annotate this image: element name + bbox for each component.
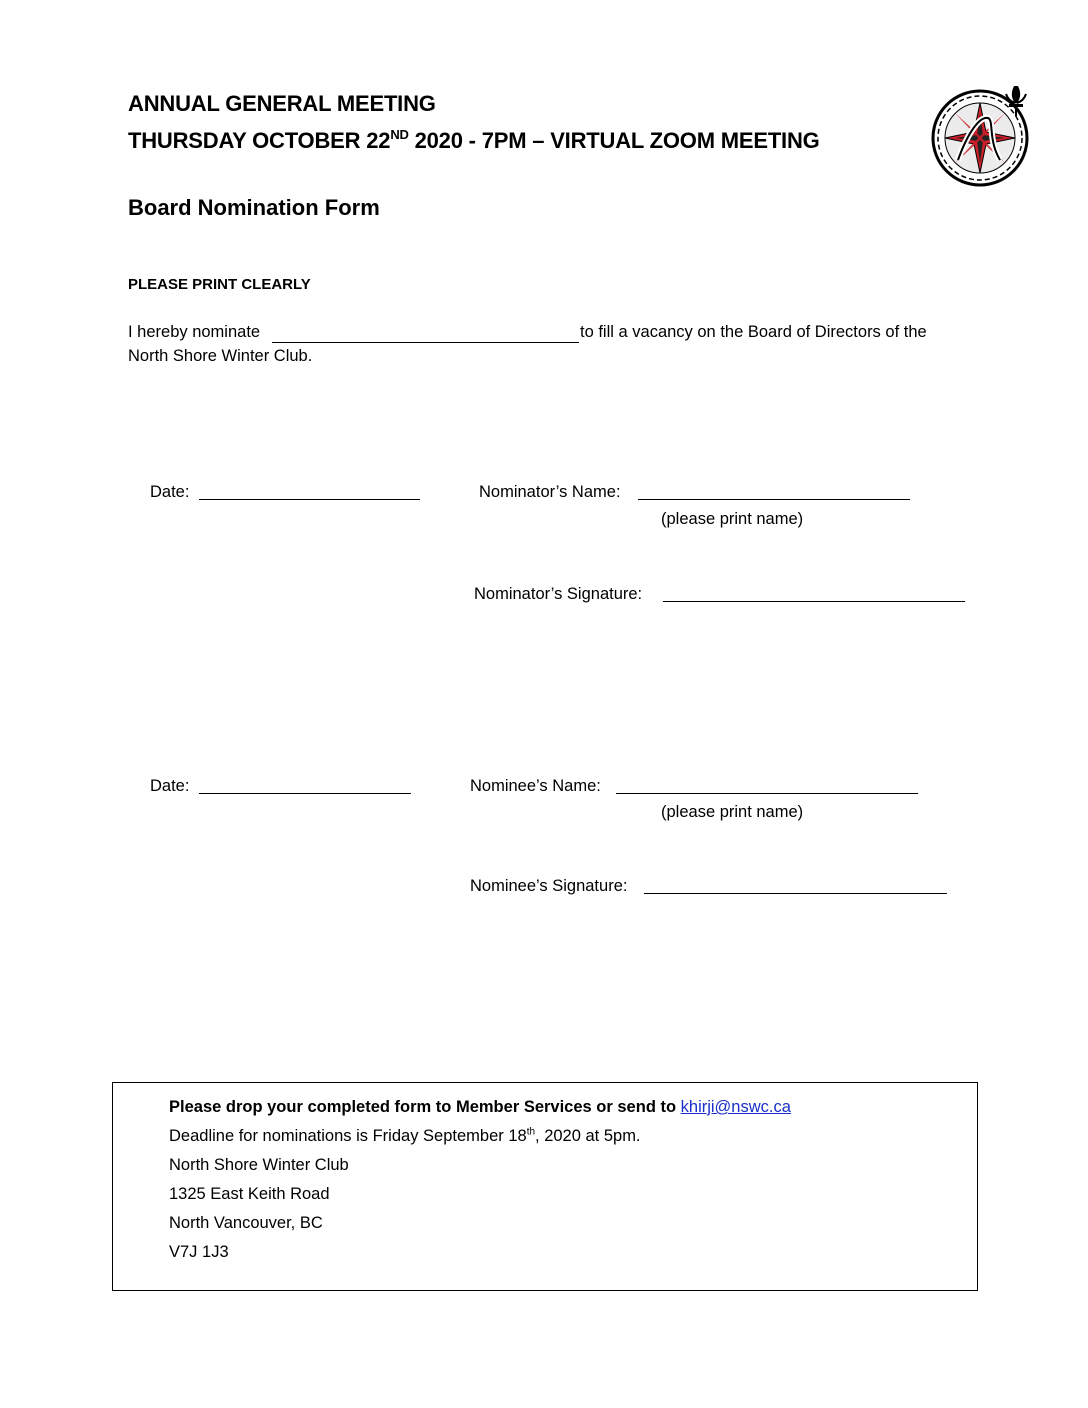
club-postal-code: V7J 1J3 xyxy=(169,1243,229,1261)
nominator-name-hint: (please print name) xyxy=(661,510,804,528)
club-name: North Shore Winter Club xyxy=(169,1156,349,1174)
meeting-title: ANNUAL GENERAL MEETING xyxy=(128,91,436,116)
email-link[interactable]: khirji@nswc.ca xyxy=(680,1098,791,1116)
deadline-text: Deadline for nominations is Friday September 18th, 2020 at 5pm. xyxy=(169,1126,641,1145)
nominee-name-hint: (please print name) xyxy=(661,803,804,821)
nominee-name-label: Nominee’s Name: xyxy=(470,777,601,795)
form-title: Board Nomination Form xyxy=(128,195,380,220)
club-city: North Vancouver, BC xyxy=(169,1214,323,1232)
club-compass-logo-icon xyxy=(928,72,1038,190)
nominate-text-before: I hereby nominate xyxy=(128,323,261,341)
nominator-date-label: Date: xyxy=(150,483,190,501)
nominator-name-label: Nominator’s Name: xyxy=(479,483,621,501)
meeting-details: THURSDAY OCTOBER 22ND 2020 - 7PM – VIRTUAL ZOOM MEETING xyxy=(128,127,820,153)
submission-info-box xyxy=(112,1082,978,1291)
nominate-text-line2: North Shore Winter Club. xyxy=(128,347,313,365)
nominator-date-field[interactable] xyxy=(199,499,420,500)
nominate-text-after: to fill a vacancy on the Board of Directors of the xyxy=(580,323,927,341)
nominee-name-field[interactable] xyxy=(272,342,579,343)
nominee-name-field-secondary[interactable] xyxy=(616,793,918,794)
instruction-heading: PLEASE PRINT CLEARLY xyxy=(128,276,311,293)
nominator-name-field[interactable] xyxy=(638,499,910,500)
nominee-date-field[interactable] xyxy=(199,793,411,794)
nominator-signature-label: Nominator’s Signature: xyxy=(474,585,643,603)
submission-instruction: Please drop your completed form to Member Services or send to khirji@nswc.ca xyxy=(169,1098,791,1116)
nominee-signature-label: Nominee’s Signature: xyxy=(470,877,628,895)
nominee-signature-field[interactable] xyxy=(644,893,947,894)
club-address: 1325 East Keith Road xyxy=(169,1185,330,1203)
nominee-date-label: Date: xyxy=(150,777,190,795)
nominator-signature-field[interactable] xyxy=(663,601,965,602)
